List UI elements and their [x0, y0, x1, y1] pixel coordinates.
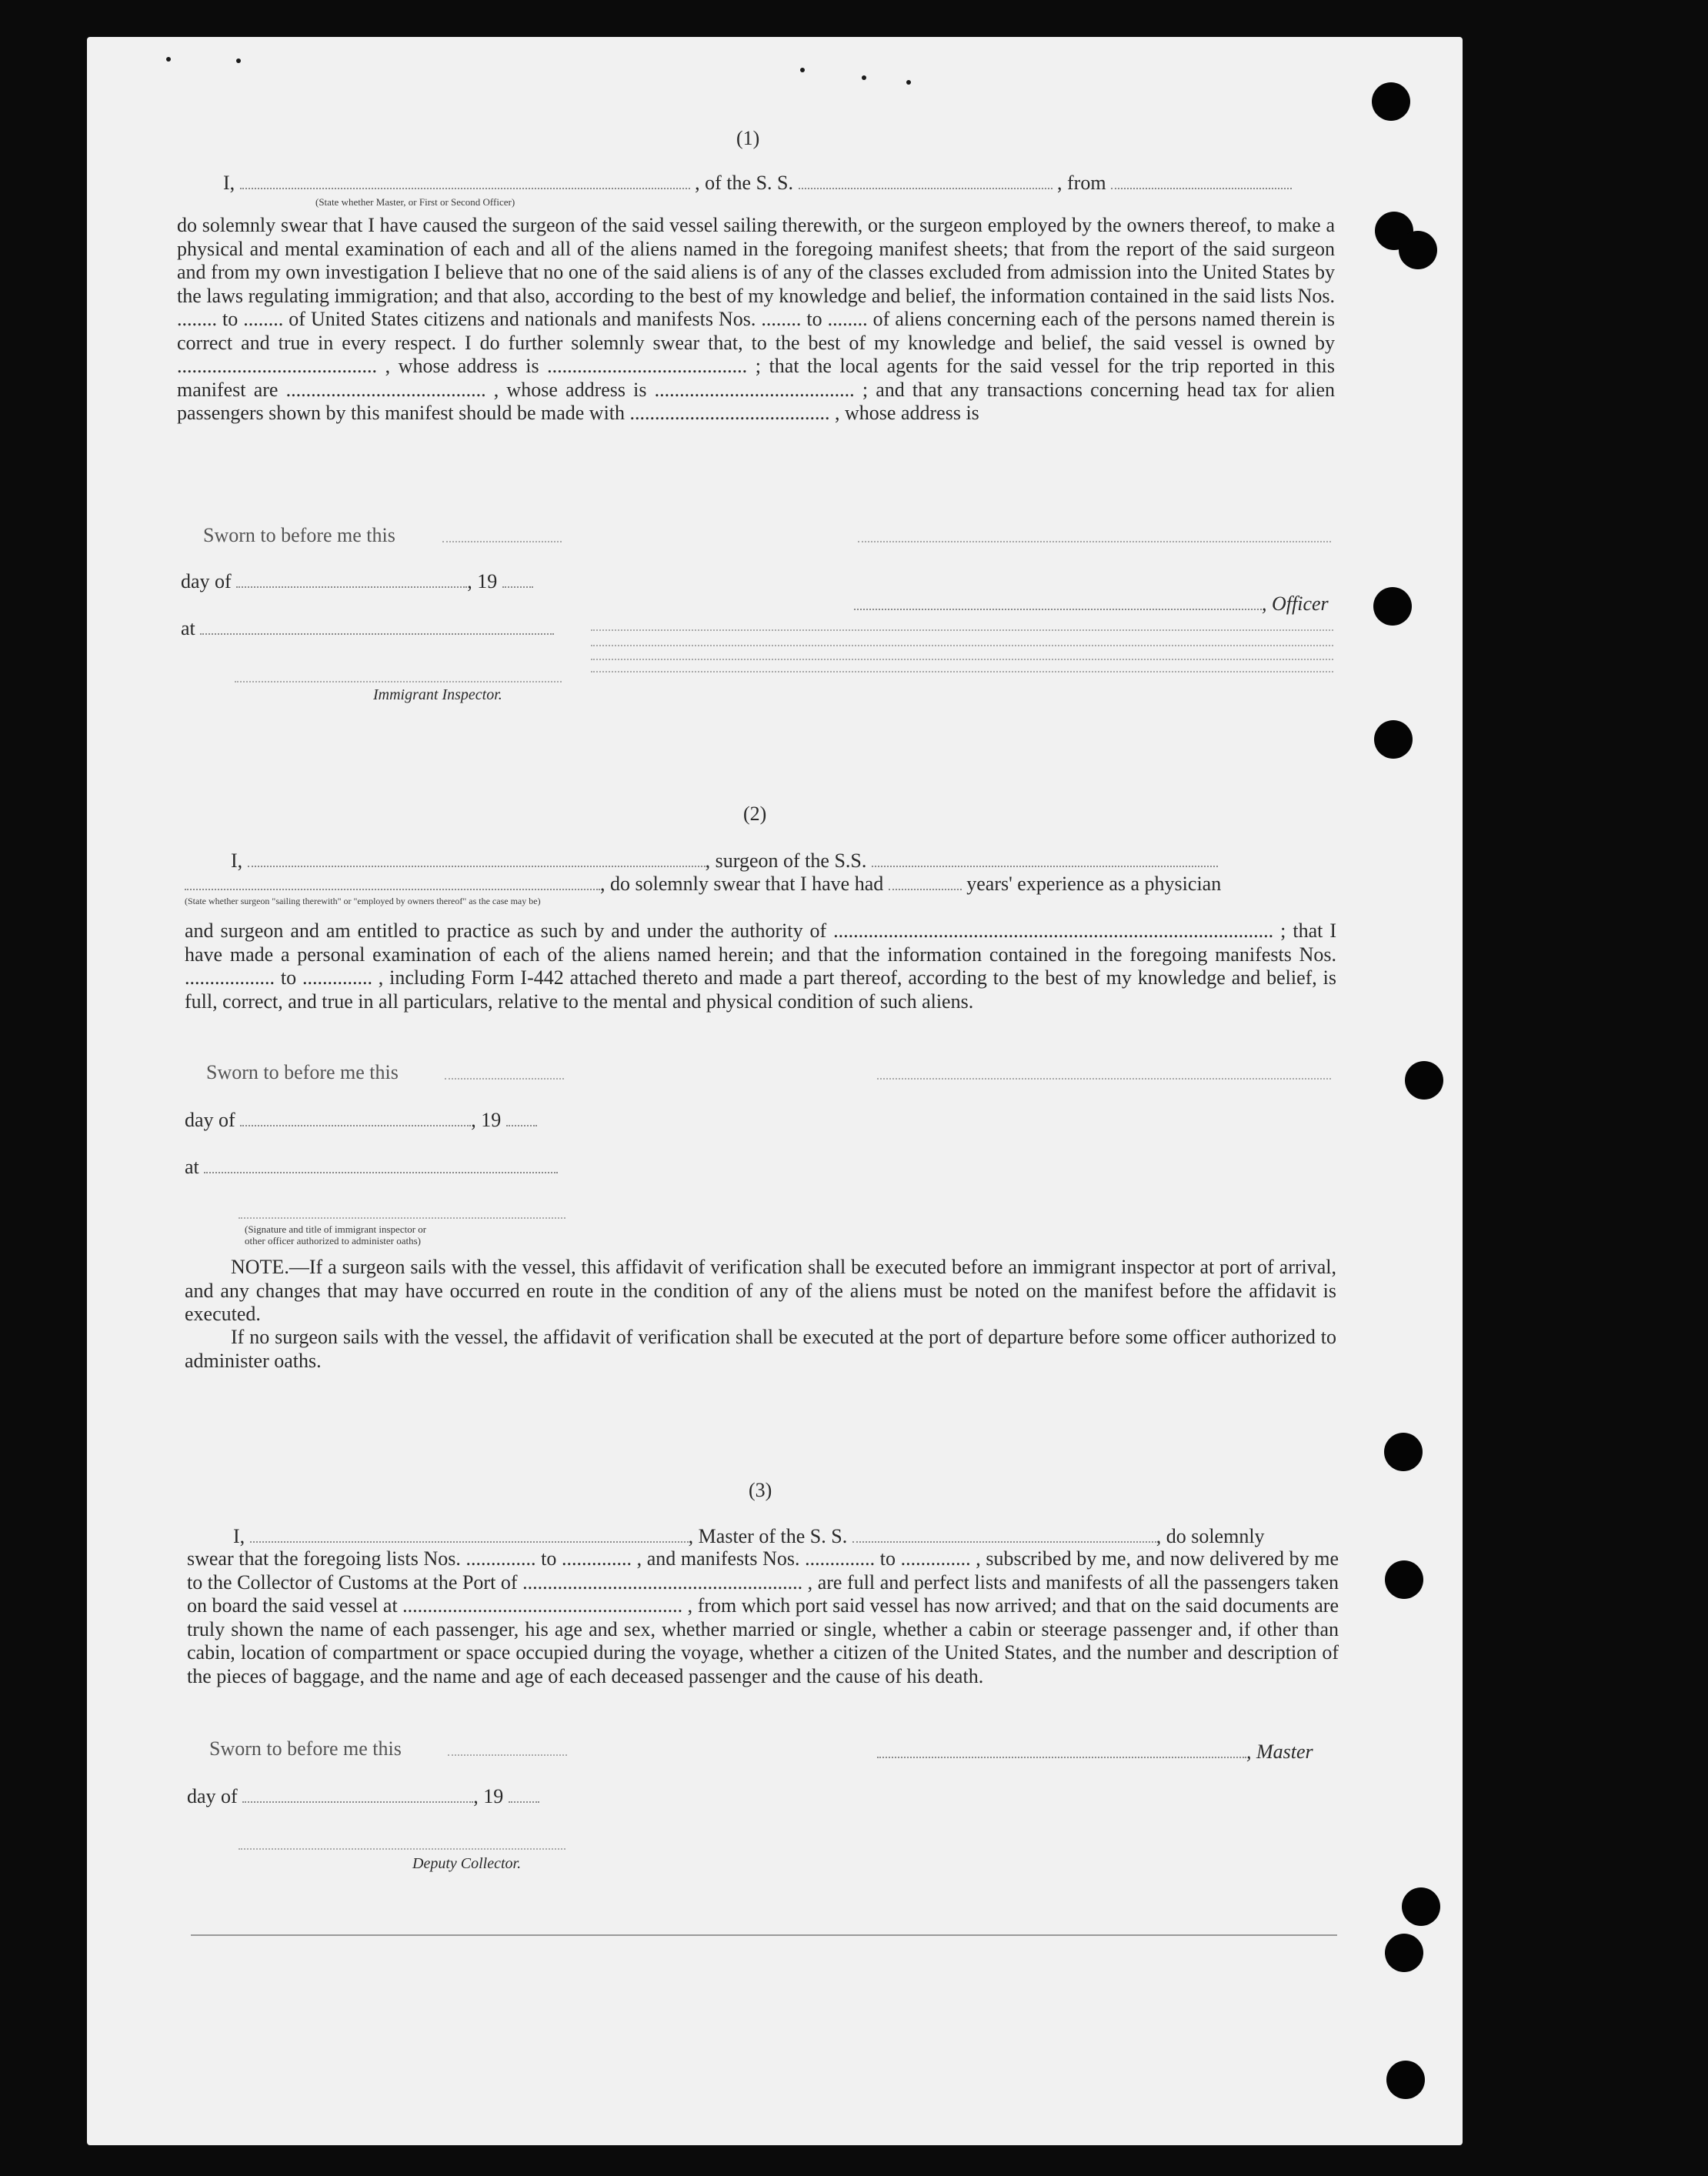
rule	[591, 645, 1333, 646]
surgeon-status-field	[185, 875, 600, 890]
speck	[236, 58, 241, 63]
speck	[862, 75, 866, 80]
punch-hole	[1385, 1560, 1423, 1599]
officer-field	[854, 595, 1262, 610]
section-2-sworn: Sworn to before me this	[206, 1061, 399, 1083]
section-3-i-label: I,	[233, 1525, 245, 1547]
officer-label: , Officer	[1262, 592, 1329, 615]
master-label: , Master	[1246, 1740, 1313, 1763]
section-2-line2	[185, 873, 1221, 896]
punch-hole	[1372, 82, 1410, 121]
punch-hole	[1402, 1887, 1440, 1926]
section-2-line1	[231, 849, 1218, 873]
section-1-at	[181, 617, 554, 640]
bottom-rule	[191, 1934, 1337, 1936]
surgeon-name-field	[248, 852, 706, 867]
signature-line	[877, 1078, 1331, 1080]
month-field	[242, 1787, 473, 1803]
vessel-name-field	[799, 174, 1052, 189]
punch-hole	[1374, 720, 1413, 759]
section-2-number: (2)	[743, 803, 767, 825]
day-of-label: day of	[185, 1109, 235, 1131]
month-field	[240, 1111, 471, 1126]
sworn-date-line	[445, 1078, 564, 1080]
day-of-label: day of	[187, 1785, 238, 1807]
section-1-line1	[223, 172, 1292, 195]
section-1-day-of	[181, 570, 533, 593]
at-place-field	[200, 619, 554, 635]
at-place-field	[204, 1158, 558, 1173]
section-2-at	[185, 1156, 558, 1179]
year-label: , 19	[467, 570, 498, 592]
section-1-ss-label: , of the S. S.	[695, 172, 794, 194]
section-2-line2-note: (State whether surgeon "sailing therewith" or "employed by owners thereof" as the case may be)	[185, 896, 541, 906]
collector-signature-line	[239, 1848, 565, 1850]
section-2-paragraph: and surgeon and am entitled to practice as such by and under the authority of ........................................................................................ ; that I have made a personal examination of each of the aliens named herein; and that the information contained in the foregoing manifests Nos. .................. to .............. , including Form I-442 attached thereto and made a part thereof, according to the best of my knowledge and belief, is full, correct, and true in all particulars, relative to the mental and physical condition of such aliens.	[185, 919, 1336, 1013]
section-3-number: (3)	[749, 1479, 772, 1501]
do-solemnly-label: , do solemnly	[1156, 1525, 1265, 1547]
swear-label: , do solemnly swear that I have had	[600, 873, 884, 895]
rule	[591, 671, 1333, 672]
inspector-signature-line	[239, 1217, 565, 1219]
punch-hole	[1385, 1934, 1423, 1972]
rule	[591, 629, 1333, 631]
surgeon-vessel-field	[872, 852, 1218, 867]
month-field	[236, 572, 467, 588]
years-experience-label: years' experience as a physician	[966, 873, 1222, 895]
speck	[906, 80, 911, 85]
punch-hole	[1386, 2061, 1425, 2099]
section-1-i-label: I,	[223, 172, 235, 194]
from-port-field	[1111, 174, 1292, 189]
section-1-paragraph: do solemnly swear that I have caused the surgeon of the said vessel sailing therewith, or the surgeon employed by the owners thereof, to make a physical and mental examination of each and all of the aliens named in the foregoing manifest sheets; that from the report of the said surgeon and from my own investigation I believe that no one of the said aliens is of any of the classes excluded from admission into the United States by the laws regulating immigration; and that also, according to the best of my knowledge and belief, the information contained in the said lists Nos. ........ to ........ of United States citizens and nationals and manifests Nos. ........ to ........ of aliens concerning each of the persons named therein is correct and true in every respect. I do further solemnly swear that, to the best of my knowledge and belief, the said vessel is owned by ........................................ , whose address is ........................................ ; that the local agents for the said vessel for the trip reported in this manifest are ........................................ , whose address is ........................................ ; and that any transactions concerning head tax for alien passengers shown by this manifest should be made with ........................................ , whose address is	[177, 214, 1335, 424]
section-1-number: (1)	[736, 127, 760, 149]
section-2-i-label: I,	[231, 849, 243, 872]
signature-line	[858, 541, 1331, 542]
master-of-label: , Master of the S. S.	[688, 1525, 848, 1547]
year-field	[502, 572, 533, 588]
master-name-field	[250, 1527, 689, 1543]
section-3-paragraph: swear that the foregoing lists Nos. .............. to .............. , and manifests Nos. .............. to .............. , subscribed by me, and now delivered by me to the Collector of Customs at the Port of ........................................................ , are full and perfect lists and manifests of all the passengers taken on board the said vessel at ........................................................ , from which port said vessel has now arrived; and that on the said documents are truly shown the name of each passenger, his age and sex, whether married or single, whether a cabin or steerage passenger and, if other than cabin, location of compartment or space occupied during the voyage, whether a citizen of the United States, and the number and description of the pieces of baggage, and the name and age of each deceased passenger and the cause of his death.	[187, 1547, 1339, 1687]
sworn-date-line	[442, 541, 562, 542]
punch-hole	[1373, 587, 1412, 626]
years-field	[889, 875, 962, 890]
section-1-line1-note: (State whether Master, or First or Second Officer)	[315, 196, 515, 208]
master-signature-field	[877, 1743, 1246, 1758]
sworn-date-line	[448, 1754, 567, 1756]
signature-note-1: (Signature and title of immigrant inspector or	[245, 1223, 427, 1235]
section-1-sworn: Sworn to before me this	[203, 524, 395, 546]
at-label: at	[185, 1156, 199, 1178]
section-3-day-of	[187, 1785, 539, 1808]
speck	[800, 68, 805, 72]
signature-note-2: other officer authorized to administer oaths)	[245, 1235, 421, 1247]
punch-hole	[1384, 1433, 1423, 1471]
section-2-day-of	[185, 1109, 537, 1132]
year-field	[509, 1787, 539, 1803]
punch-hole	[1405, 1061, 1443, 1100]
immigrant-inspector-label: Immigrant Inspector.	[373, 686, 502, 703]
section-2-note-1: NOTE.—If a surgeon sails with the vessel, this affidavit of verification shall be executed before an immigrant inspector at port of arrival, and any changes that may have occurred en route in the condition of any of the aliens must be noted on the manifest before the affidavit is executed.	[185, 1256, 1336, 1325]
master-vessel-field	[852, 1527, 1156, 1543]
at-label: at	[181, 617, 195, 639]
speck	[166, 57, 171, 62]
surgeon-of-label: , surgeon of the S.S.	[705, 849, 867, 872]
master-or-officer-field	[240, 174, 690, 189]
rule	[591, 659, 1333, 660]
section-3-sworn: Sworn to before me this	[209, 1737, 402, 1760]
section-2-note-2: If no surgeon sails with the vessel, the affidavit of verification shall be executed at the port of departure before some officer authorized to administer oaths.	[185, 1326, 1336, 1372]
punch-hole	[1399, 231, 1437, 269]
section-3-master-signature	[877, 1740, 1313, 1764]
inspector-signature-line	[235, 681, 562, 683]
deputy-collector-label: Deputy Collector.	[412, 1855, 522, 1872]
year-label: , 19	[473, 1785, 504, 1807]
day-of-label: day of	[181, 570, 232, 592]
section-1-from-label: , from	[1057, 172, 1106, 194]
year-label: , 19	[471, 1109, 502, 1131]
section-1-officer	[854, 592, 1329, 616]
section-3-line1	[233, 1525, 1265, 1548]
year-field	[506, 1111, 537, 1126]
